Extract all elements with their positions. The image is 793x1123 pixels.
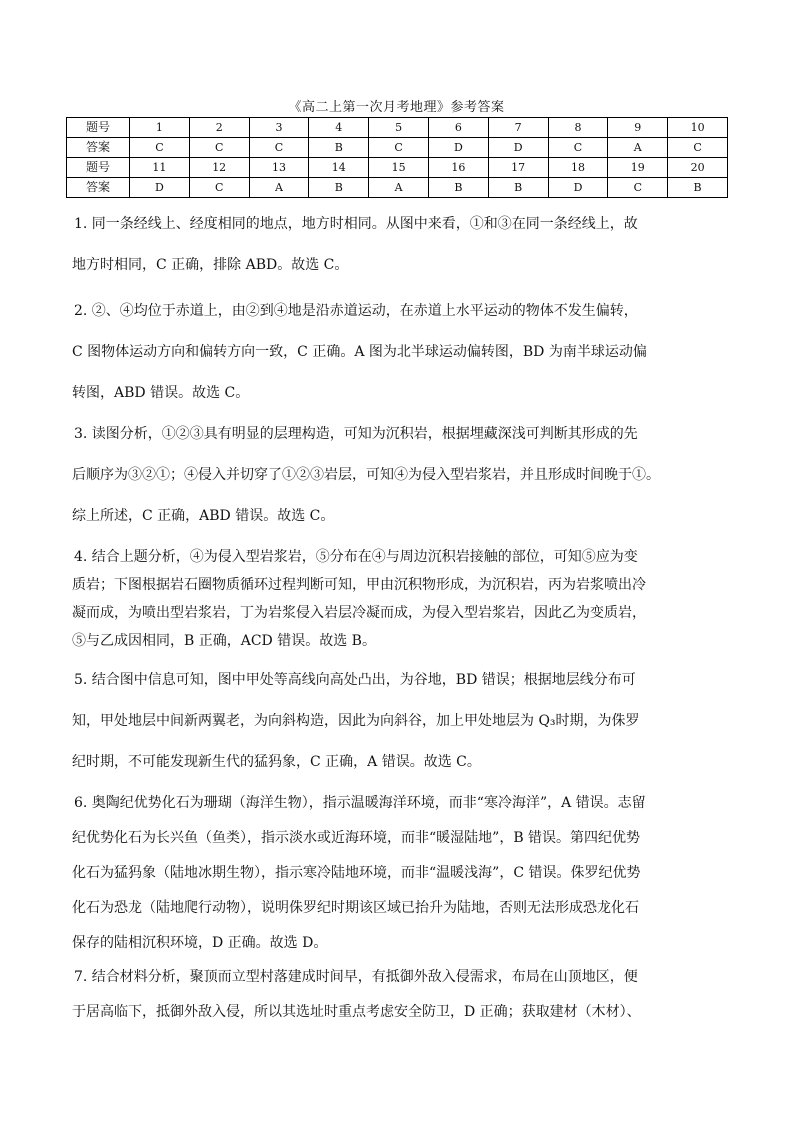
table-cell: C: [189, 138, 249, 158]
explanation-line: 7. 结合材料分析，聚顶而立型村落建成时间早，有抵御外敌入侵需求，布局在山顶地区，便: [74, 969, 638, 985]
table-cell: C: [548, 138, 608, 158]
table-cell: 19: [608, 158, 668, 178]
explanation-line: 5. 结合图中信息可知，图中甲处等高线向高处凸出，为谷地，BD 错误；根据地层线分布可: [74, 672, 636, 688]
table-cell: 2: [189, 118, 249, 138]
explanation-line: 4. 结合上题分析，④为侵入型岩浆岩，⑤分布在④与周边沉积岩接触的部位，可知⑤应为变: [74, 549, 638, 565]
table-cell: 15: [369, 158, 429, 178]
explanation-line: 3. 读图分析，①②③具有明显的层理构造，可知为沉积岩，根据埋藏深浅可判断其形成的先: [74, 426, 638, 442]
explanation-line: 纪优势化石为长兴鱼（鱼类），指示淡水或近海环境，而非“暖湿陆地”，B 错误。第四纪优势: [72, 830, 641, 846]
table-row: [67, 158, 728, 178]
table-cell: B: [309, 138, 369, 158]
explanation-line: 后顺序为③②①；④侵入并切穿了①②③岩层，可知④为侵入型岩浆岩，并且形成时间晚于①。: [72, 467, 660, 483]
table-cell: 11: [130, 158, 190, 178]
explanation-line: 化石为猛犸象（陆地冰期生物），指示寒冷陆地环境，而非“温暖浅海”，C 错误。侏罗纪优势: [72, 865, 641, 881]
table-cell: 16: [428, 158, 488, 178]
table-cell: A: [369, 178, 429, 198]
table-cell: C: [369, 138, 429, 158]
table-cell: B: [309, 178, 369, 198]
explanation-line: 于居高临下，抵御外敌入侵，所以其选址时重点考虑安全防卫，D 正确；获取建材（木材）、: [72, 1004, 641, 1020]
table-cell: D: [488, 138, 548, 158]
table-cell: 12: [189, 158, 249, 178]
table-cell: 9: [608, 118, 668, 138]
explanation-line: 质岩；下图根据岩石圈物质循环过程判断可知，甲由沉积物形成，为沉积岩，丙为岩浆喷出冷: [72, 577, 646, 593]
table-cell: 6: [428, 118, 488, 138]
table-cell: D: [428, 138, 488, 158]
table-cell: C: [130, 138, 190, 158]
table-cell: 8: [548, 118, 608, 138]
row-header: 答案: [67, 178, 130, 198]
table-cell: D: [130, 178, 190, 198]
table-cell: 17: [488, 158, 548, 178]
table-cell: B: [428, 178, 488, 198]
explanation-line: 凝而成，为喷出型岩浆岩，丁为岩浆侵入岩层冷凝而成，为侵入型岩浆岩，因此乙为变质岩，: [72, 605, 646, 621]
table-cell: 20: [668, 158, 728, 178]
table-cell: A: [249, 178, 309, 198]
table-cell: C: [249, 138, 309, 158]
answer-table: [66, 117, 728, 198]
row-header: 题号: [67, 118, 130, 138]
explanation-line: 综上所述，C 正确，ABD 错误。故选 C。: [72, 508, 335, 524]
explanation-line: 化石为恐龙（陆地爬行动物），说明侏罗纪时期该区域已抬升为陆地，否则无法形成恐龙化石: [72, 900, 639, 916]
table-cell: 7: [488, 118, 548, 138]
table-cell: C: [608, 178, 668, 198]
explanation-line: 1. 同一条经线上、经度相同的地点，地方时相同。从图中来看，①和③在同一条经线上，故: [74, 216, 638, 232]
explanation-line: 纪时期，不可能发现新生代的猛犸象，C 正确，A 错误。故选 C。: [72, 754, 481, 770]
table-cell: C: [668, 138, 728, 158]
table-cell: B: [488, 178, 548, 198]
explanation-line: ⑤与乙成因相同，B 正确，ACD 错误。故选 B。: [72, 633, 376, 649]
row-header: 答案: [67, 138, 130, 158]
table-cell: 1: [130, 118, 190, 138]
table-row: [67, 138, 728, 158]
table-cell: 3: [249, 118, 309, 138]
table-cell: C: [189, 178, 249, 198]
explanation-line: 知，甲处地层中间新两翼老，为向斜构造，因此为向斜谷，加上甲处地层为 Q₃时期，为侏罗: [72, 713, 640, 729]
table-cell: 14: [309, 158, 369, 178]
table-cell: D: [548, 178, 608, 198]
page-title: 《高二上第一次月考地理》参考答案: [288, 100, 505, 115]
explanation-line: C 图物体运动方向和偏转方向一致，C 正确。A 图为北半球运动偏转图，BD 为南半球运动偏: [72, 344, 647, 360]
explanation-line: 转图，ABD 错误。故选 C。: [72, 385, 250, 401]
explanation-line: 地方时相同，C 正确，排除 ABD。故选 C。: [72, 257, 349, 273]
table-cell: B: [668, 178, 728, 198]
explanation-line: 6. 奥陶纪优势化石为珊瑚（海洋生物），指示温暖海洋环境，而非“寒冷海洋”，A 错误。志留: [74, 795, 646, 811]
table-row: [67, 118, 728, 138]
explanation-line: 2. ②、④均位于赤道上，由②到④地是沿赤道运动，在赤道上水平运动的物体不发生偏转，: [74, 303, 638, 319]
table-cell: 10: [668, 118, 728, 138]
table-cell: 13: [249, 158, 309, 178]
table-cell: A: [608, 138, 668, 158]
table-cell: 5: [369, 118, 429, 138]
table-cell: 4: [309, 118, 369, 138]
explanation-line: 保存的陆相沉积环境，D 正确。故选 D。: [72, 935, 328, 951]
row-header: 题号: [67, 158, 130, 178]
table-row: [67, 178, 728, 198]
table-cell: 18: [548, 158, 608, 178]
